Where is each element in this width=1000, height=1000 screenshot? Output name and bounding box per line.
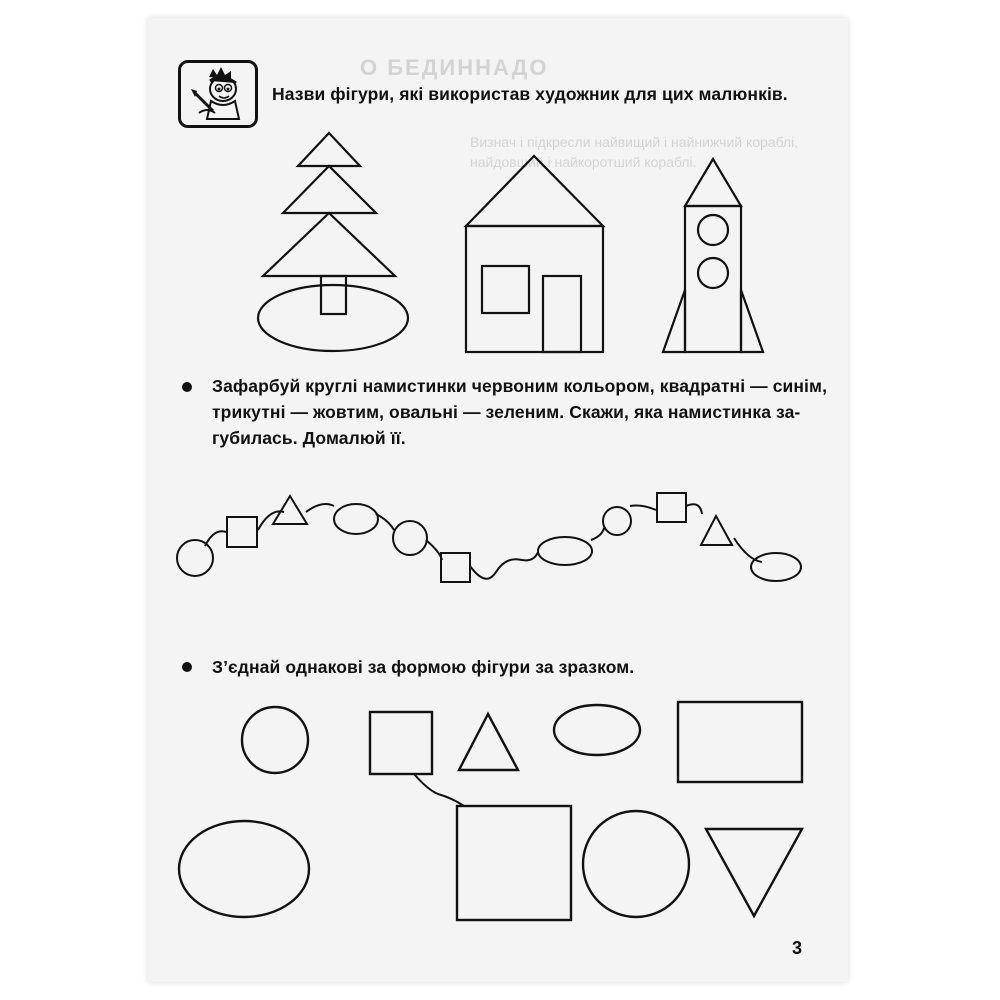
house-wall-square[interactable] [466, 226, 603, 352]
house-picture [466, 156, 603, 352]
string-segment [205, 531, 226, 546]
top-triangle[interactable] [459, 714, 518, 770]
string-segment [591, 528, 604, 540]
rocket-window-circle-2[interactable] [698, 258, 728, 288]
tree-middle-triangle [283, 166, 376, 213]
string-segment [306, 504, 334, 512]
tree-bottom-triangle [263, 213, 395, 276]
top-circle[interactable] [242, 707, 308, 773]
bottom-row-shapes [179, 806, 802, 920]
house-roof-triangle[interactable] [466, 156, 603, 226]
top-rectangle[interactable] [678, 702, 802, 782]
top-oval[interactable] [554, 705, 640, 755]
tree-top-triangle [298, 133, 360, 166]
rocket-picture [663, 159, 763, 352]
house-window-square[interactable] [482, 266, 529, 313]
task1-instruction: Назви фігури, які використав художник для цих малюнків. [272, 84, 788, 104]
example-connecting-line [414, 774, 464, 806]
string-segment [686, 504, 702, 514]
bottom-circle[interactable] [583, 811, 689, 917]
bead-circle[interactable] [603, 507, 631, 535]
task2-instruction-line-2: трикутні — жовтим, овальні — зеленим. Скажи, яка намистинка за- [212, 402, 801, 422]
tree-base-oval[interactable] [258, 285, 408, 351]
show-through-header: О БЕДИННАДО [360, 55, 549, 80]
bead-triangle[interactable] [701, 516, 732, 545]
bead-circle[interactable] [177, 540, 213, 576]
string-segment [426, 540, 442, 560]
tree-picture [258, 133, 408, 351]
bead-square[interactable] [657, 493, 686, 522]
bead-square[interactable] [441, 553, 470, 582]
page-number: 3 [792, 938, 803, 958]
rocket-window-circle-1[interactable] [698, 215, 728, 245]
rocket-right-fin-triangle[interactable] [741, 290, 763, 352]
show-through-line-2: найдовший і найкоротший кораблі. [470, 154, 697, 170]
bead-oval[interactable] [538, 537, 592, 565]
bead-square[interactable] [227, 517, 257, 547]
bead-oval[interactable] [334, 504, 378, 534]
bottom-square[interactable] [457, 806, 571, 920]
bottom-triangle[interactable] [706, 829, 802, 916]
bottom-oval[interactable] [179, 821, 309, 917]
tree-trunk-square[interactable] [321, 276, 346, 314]
beads [177, 493, 801, 582]
bead-oval[interactable] [751, 553, 801, 581]
bead-circle[interactable] [393, 521, 427, 555]
show-through-line-1: Визнач і підкресли найвищий і найнижчий кораблі, [470, 134, 799, 150]
rocket-nose-triangle[interactable] [685, 159, 741, 206]
task3-instruction: З’єднай однакові за формою фігури за зразком. [212, 657, 635, 677]
top-square[interactable] [370, 712, 432, 774]
task2-instruction-line-3: губилась. Домалюй її. [212, 428, 406, 448]
rocket-left-fin-triangle[interactable] [663, 290, 685, 352]
rocket-body-rectangle[interactable] [685, 206, 741, 352]
bead-triangle[interactable] [273, 496, 307, 524]
task2-instruction-line-1: Зафарбуй круглі намистинки червоним кольором, квадратні — синім, [212, 376, 828, 396]
string-segment [630, 506, 656, 511]
house-door-rectangle[interactable] [543, 276, 581, 352]
top-row-shapes [242, 702, 802, 782]
bead-string [205, 504, 762, 579]
string-segment [470, 552, 538, 579]
